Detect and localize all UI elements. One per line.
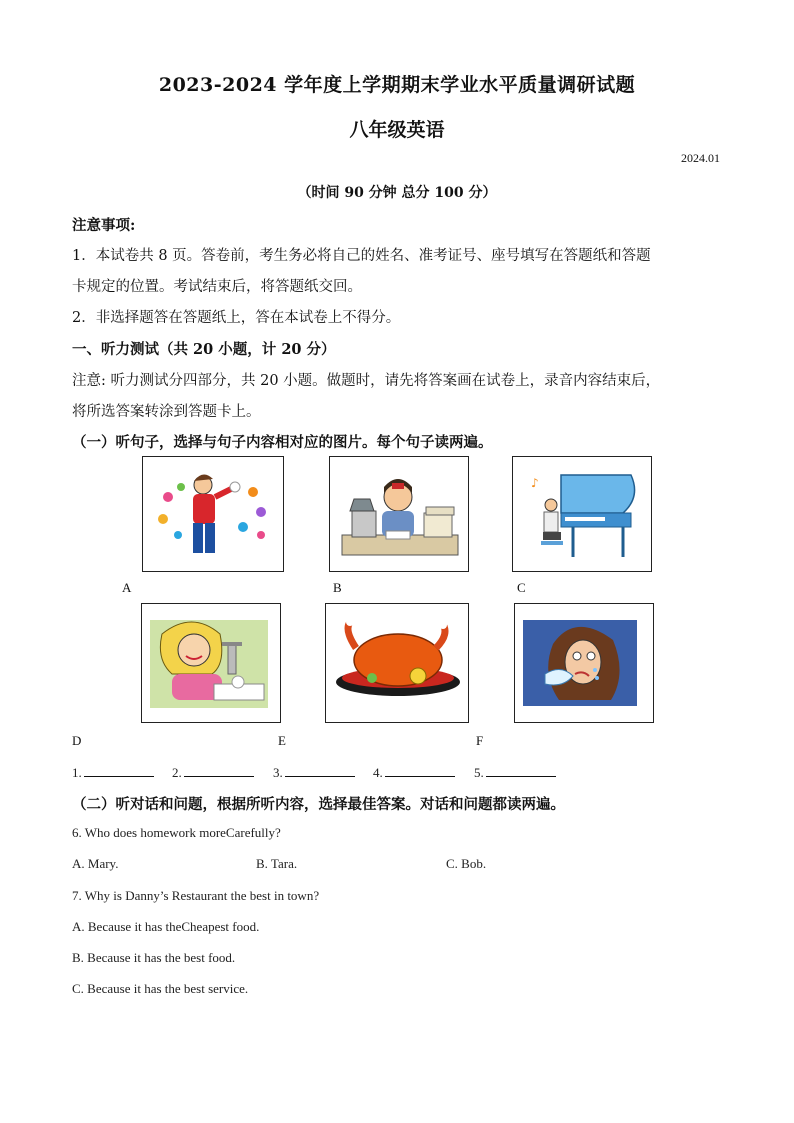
answer-number-3: 3.: [273, 765, 283, 780]
exam-subtitle: 八年级英语: [349, 119, 445, 141]
answer-blank-1[interactable]: [72, 764, 154, 781]
answer-line-4[interactable]: [385, 764, 455, 777]
answer-number-2: 2.: [172, 765, 182, 780]
section-1-note-line-1: 注意: 听力测试分四部分，共 20 小题。做题时，请先将答案画在试卷上，录音内容结束后，: [72, 373, 661, 389]
section-1-note-line-2: 将所选答案转涂到答题卡上。: [72, 404, 261, 420]
question-6-option-b[interactable]: B. Tara.: [256, 856, 298, 871]
answer-line-3[interactable]: [285, 764, 355, 777]
part-2-heading: （二）听对话和问题，根据所听内容，选择最佳答案。对话和问题都读两遍。: [72, 796, 565, 813]
section-1-heading: 一、听力测试（共 20 小题，计 20 分）: [72, 341, 336, 358]
answer-blank-5[interactable]: [474, 764, 556, 781]
notice-item-1-line-1: 1．本试卷共 8 页。答卷前，考生务必将自己的姓名、准考证号、座号填写在答题纸和答题: [72, 248, 651, 264]
question-7-option-a[interactable]: A. Because it has theCheapest food.: [72, 919, 260, 934]
answer-number-1: 1.: [72, 765, 82, 780]
notice-heading: 注意事项:: [72, 217, 136, 234]
svg-text:♪: ♪: [531, 476, 539, 490]
student-at-desk-icon: [330, 457, 468, 571]
exam-date: 2024.01: [681, 151, 720, 165]
picture-d-label: D: [72, 733, 82, 748]
question-7-option-b[interactable]: B. Because it has the best food.: [72, 950, 236, 965]
answer-blank-3[interactable]: [273, 764, 355, 781]
question-6-stem: 6. Who does homework moreCarefully?: [72, 825, 281, 840]
picture-f-label: F: [476, 733, 484, 748]
answer-line-5[interactable]: [486, 764, 556, 777]
answer-blank-2[interactable]: [172, 764, 254, 781]
question-7-stem: 7. Why is Danny’s Restaurant the best in town?: [72, 888, 320, 903]
answer-line-1[interactable]: [84, 764, 154, 777]
answer-number-4: 4.: [373, 765, 383, 780]
picture-a: [142, 456, 284, 572]
answer-blank-4[interactable]: [373, 764, 455, 781]
picture-b-label: B: [333, 580, 342, 595]
piano-player-icon: [513, 457, 651, 571]
exam-time-info: （时间 90 分钟 总分 100 分）: [297, 185, 497, 201]
picture-f: [514, 603, 654, 723]
question-6-option-c[interactable]: C. Bob.: [446, 856, 487, 871]
crying-woman-icon: [515, 604, 653, 722]
part-1-heading: （一）听句子，选择与句子内容相对应的图片。每个句子读两遍。: [72, 434, 493, 451]
picture-c: [512, 456, 652, 572]
question-7-option-c[interactable]: C. Because it has the best service.: [72, 981, 249, 996]
answer-line-2[interactable]: [184, 764, 254, 777]
picture-d: [141, 603, 281, 723]
picture-c-label: C: [517, 580, 526, 595]
picture-e: [325, 603, 469, 723]
sneezing-boy-icon: [143, 457, 283, 571]
roast-turkey-icon: [326, 604, 468, 722]
notice-item-2: 2．非选择题答在答题纸上，答在本试卷上不得分。: [72, 310, 401, 326]
picture-b: [329, 456, 469, 572]
picture-e-label: E: [278, 733, 286, 748]
girl-washing-hands-icon: [142, 604, 280, 722]
exam-title: 2023-2024 学年度上学期期末学业水平质量调研试题: [158, 74, 636, 96]
notice-item-1-line-2: 卡规定的位置。考试结束后，将答题纸交回。: [72, 279, 362, 295]
question-6-option-a[interactable]: A. Mary.: [72, 856, 119, 871]
answer-number-5: 5.: [474, 765, 484, 780]
picture-a-label: A: [122, 580, 132, 595]
